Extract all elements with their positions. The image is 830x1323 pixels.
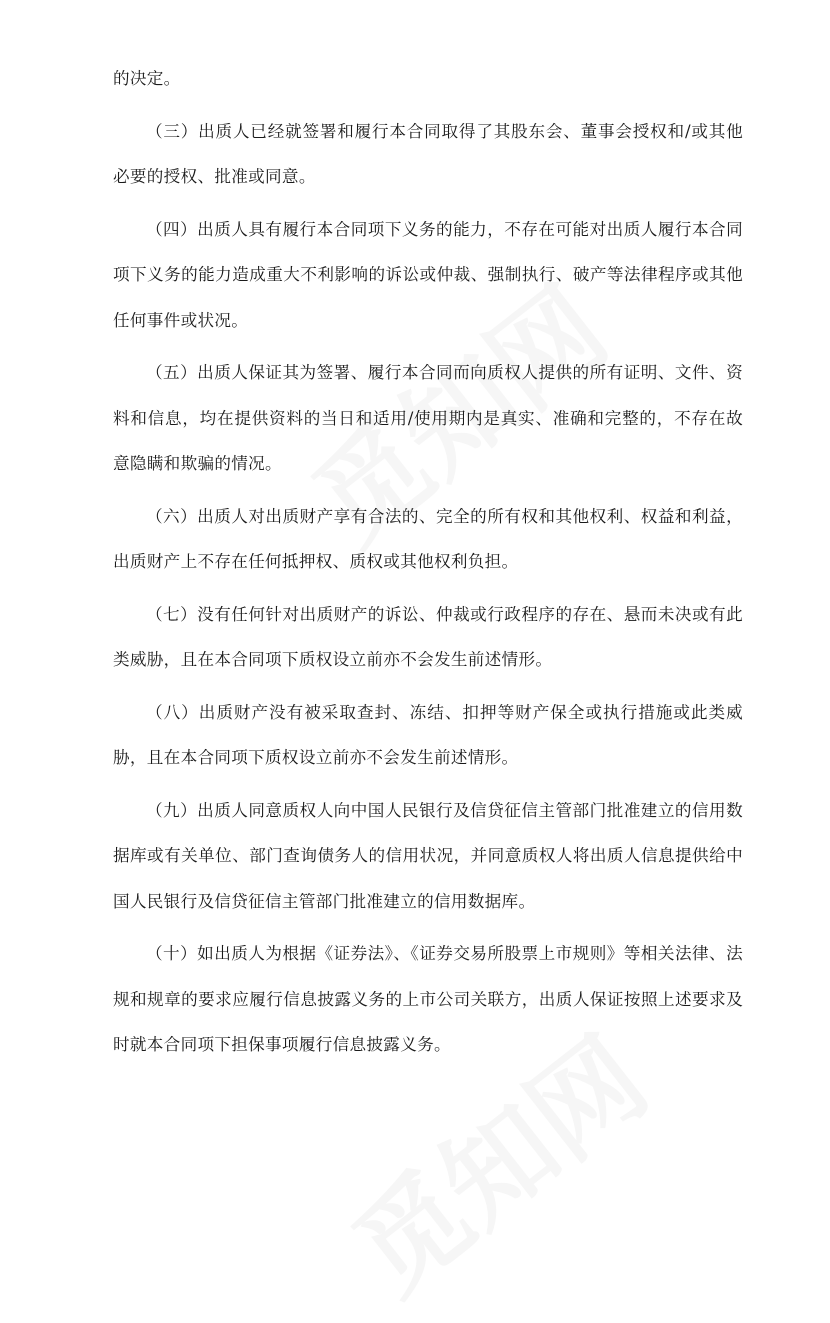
paragraph-clause-10: （十）如出质人为根据《证券法》、《证券交易所股票上市规则》等相关法律、法规和规章的要求应履行信息披露义务的上市公司关联方，出质人保证按照上述要求及时就本合同项下担保事项履行信息披露义务。 [113,944,743,1054]
paragraph-clause-7: （七）没有任何针对出质财产的诉讼、仲裁或行政程序的存在、悬而未决或有此类威胁，且在本合同项下质权设立前亦不会发生前述情形。 [113,604,743,669]
document-body [113,56,743,1068]
paragraph-clause-9: （九）出质人同意质权人向中国人民银行及信贷征信主管部门批准建立的信用数据库或有关单位、部门查询债务人的信用状况，并同意质权人将出质人信息提供给中国人民银行及信贷征信主管部门批准建立的信用数据库。 [113,800,743,911]
paragraph-continued: 的决定。 [113,69,181,88]
paragraph-clause-6: （六）出质人对出质财产享有合法的、完全的所有权和其他权利、权益和利益，出质财产上不存在任何抵押权、质权或其他权利负担。 [113,506,743,571]
paragraph-clause-8: （八）出质财产没有被采取查封、冻结、扣押等财产保全或执行措施或此类威胁，且在本合同项下质权设立前亦不会发生前述情形。 [113,702,743,767]
paragraph-clause-3: （三）出质人已经就签署和履行本合同取得了其股东会、董事会授权和/或其他必要的授权、批准或同意。 [113,121,743,186]
paragraph-clause-5: （五）出质人保证其为签署、履行本合同而向质权人提供的所有证明、文件、资料和信息，均在提供资料的当日和适用/使用期内是真实、准确和完整的，不存在故意隐瞒和欺骗的情况。 [113,363,743,473]
paragraph-clause-4: （四）出质人具有履行本合同项下义务的能力，不存在可能对出质人履行本合同项下义务的能力造成重大不利影响的诉讼或仲裁、强制执行、破产等法律程序或其他任何事件或状况。 [113,219,743,330]
